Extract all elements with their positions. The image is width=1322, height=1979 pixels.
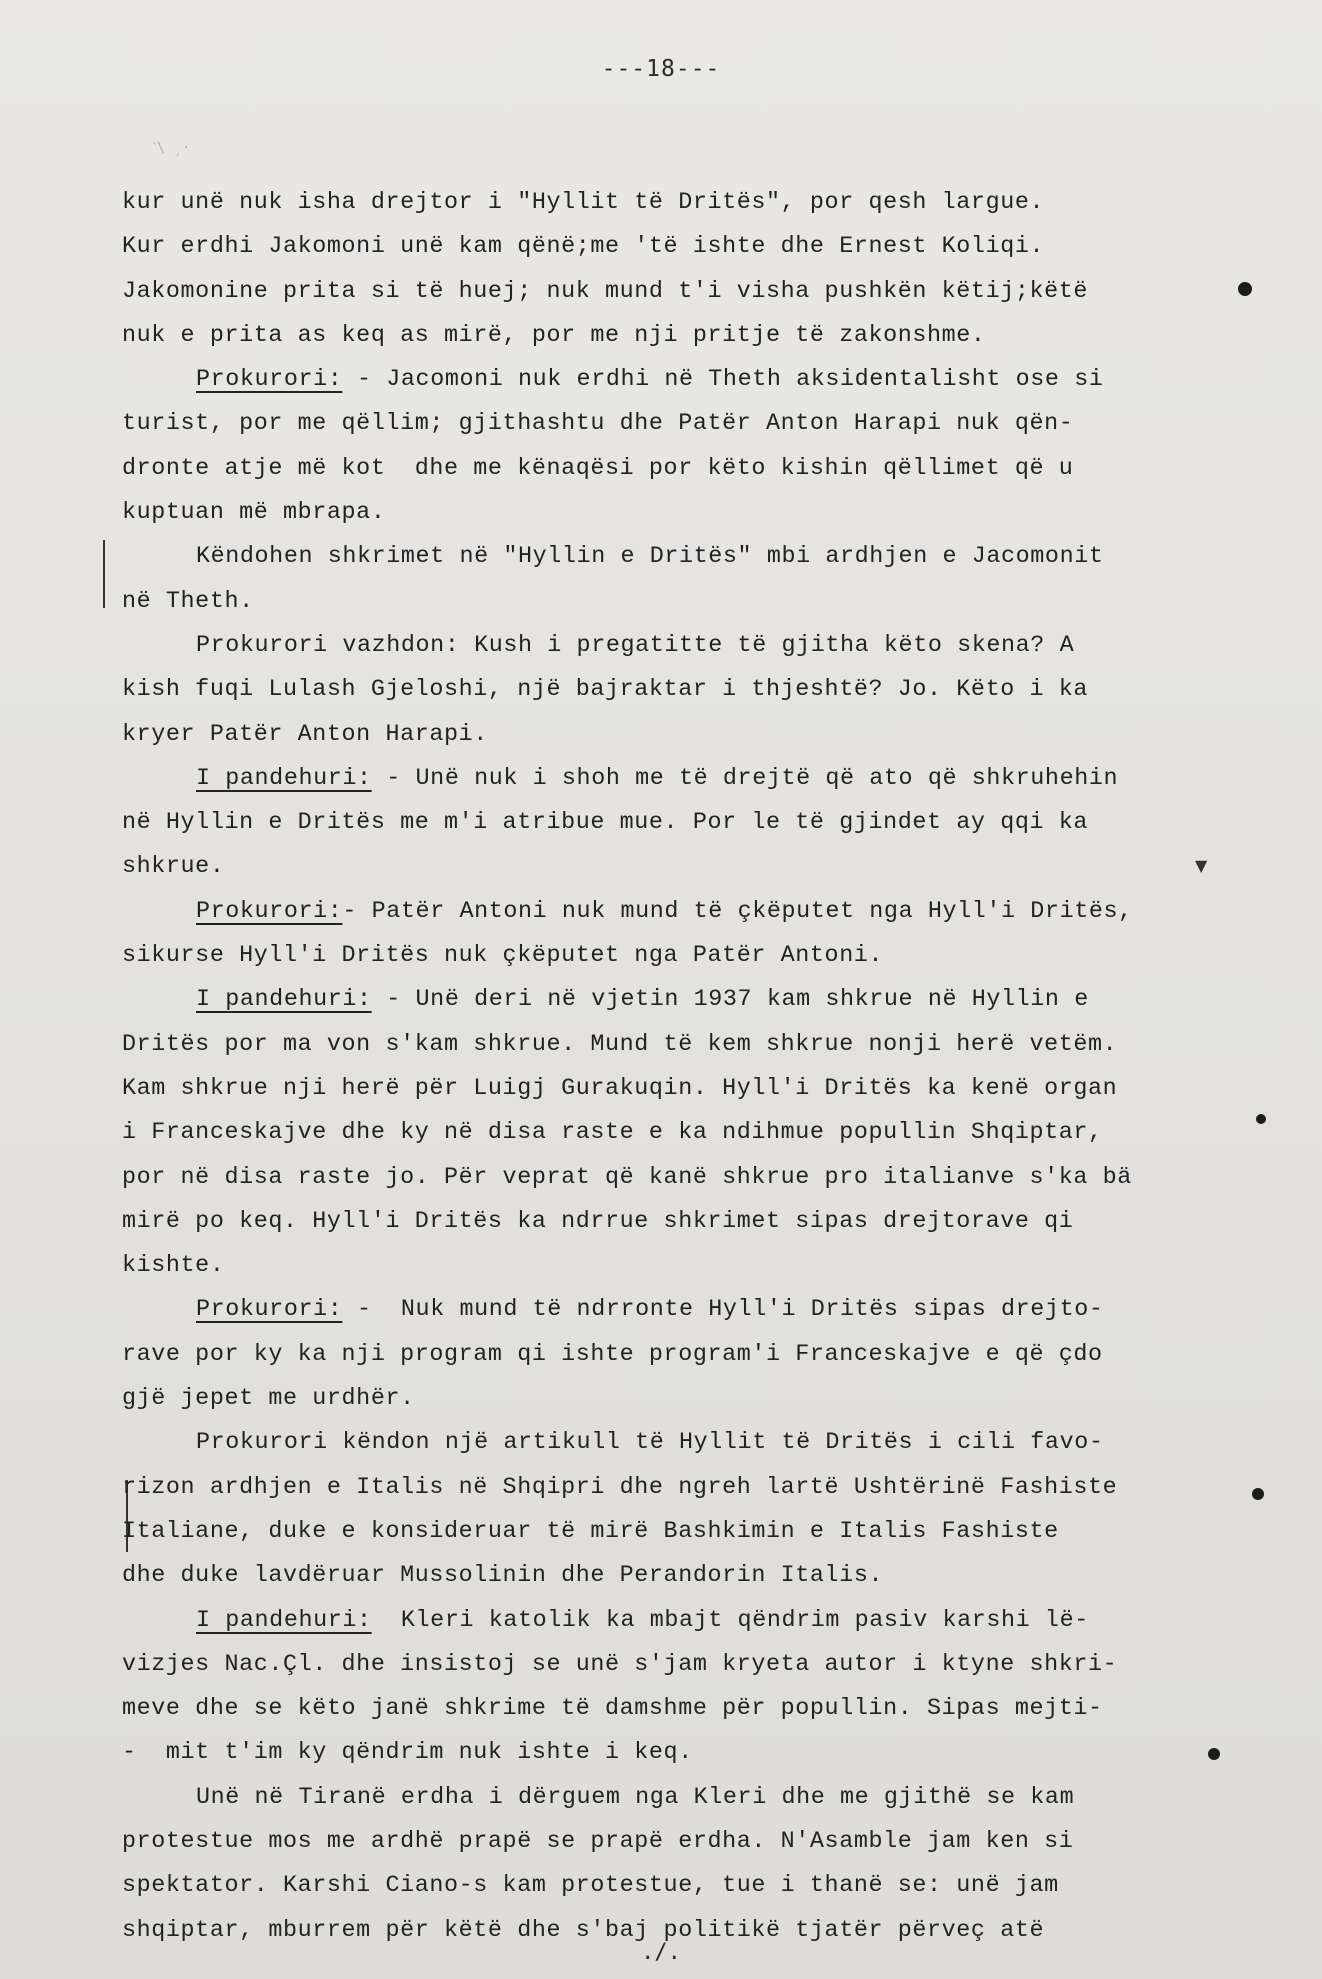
text-line: vizjes Nac.Çl. dhe insistoj se unë s'jam kryeta autor i ktyne shkri- (122, 1651, 1118, 1678)
paragraph (122, 1599, 1282, 1776)
text-line (122, 978, 1282, 1022)
text-line: gjë jepet me urdhër. (122, 1386, 415, 1413)
text-line: por në disa raste jo. Për veprat që kanë shkrue pro italianve s'ka bä (122, 1164, 1132, 1191)
text-line: protestue mos me ardhë prapë se prapë erdha. N'Asamble jam ken si (122, 1828, 1074, 1855)
text-line (122, 890, 1282, 934)
text-fragment: - Jacomoni nuk erdhi në Theth aksidentalisht ose si (342, 367, 1104, 394)
paragraph (122, 890, 1282, 979)
text-line: sikurse Hyll'i Dritës nuk çkëputet nga Patër Antoni. (122, 943, 884, 970)
text-fragment: - Patër Antoni nuk mund të çkëputet nga Hyll'i Dritës, (342, 898, 1133, 925)
text-line: dronte atje më kot dhe me kënaqësi por këto kishin qëllimet që u (122, 455, 1074, 482)
text-line: Kam shkrue nji herë për Luigj Gurakuqin. Hyll'i Dritës ka kenë organ (122, 1075, 1118, 1102)
text-line: rave por ky ka nji program qi ishte program'i Franceskajve e që çdo (122, 1341, 1103, 1368)
paragraph (122, 535, 1282, 624)
text-line: shqiptar, mburrem për këtë dhe s'baj politikë tjatër përveç atë (122, 1917, 1045, 1944)
speaker-label: Prokurori: (196, 898, 343, 925)
text-line: kryer Patër Anton Harapi. (122, 721, 488, 748)
paragraph (122, 1288, 1282, 1421)
margin-mark (103, 540, 105, 608)
text-line: Këndohen shkrimet në "Hyllin e Dritës" mbi ardhjen e Jacomonit (196, 544, 1104, 571)
text-line: kish fuqi Lulash Gjeloshi, një bajraktar i thjeshtë? Jo. Këto i ka (122, 677, 1089, 704)
continuation-mark: ./. (641, 1940, 681, 1965)
text-line: spektator. Karshi Ciano-s kam protestue, tue i thanë se: unë jam (122, 1873, 1059, 1900)
text-fragment: - Nuk mund të ndrronte Hyll'i Dritës sipas drejto- (342, 1297, 1104, 1324)
text-line: dhe duke lavdëruar Mussolinin dhe Perandorin Italis. (122, 1563, 884, 1590)
speaker-label: I pandehuri: (196, 987, 372, 1014)
text-line: Prokurori këndon një artikull të Hyllit të Dritës i cili favo- (196, 1430, 1104, 1457)
paragraph (122, 757, 1282, 890)
text-line (122, 757, 1282, 801)
text-line: turist, por me qëllim; gjithashtu dhe Patër Anton Harapi nuk qën- (122, 411, 1074, 438)
text-line: Prokurori vazhdon: Kush i pregatitte të gjitha këto skena? A (196, 632, 1075, 659)
speaker-label: I pandehuri: (196, 1607, 372, 1634)
paragraph (122, 181, 1282, 358)
text-line: meve dhe se këto janë shkrime të damshme për popullin. Sipas mejti- (122, 1696, 1103, 1723)
text-line: Unë në Tiranë erdha i dërguem nga Kleri dhe me gjithë se kam (196, 1784, 1075, 1811)
text-line (122, 358, 1282, 402)
text-line: Kur erdhi Jakomoni unë kam qënë;me 'të ishte dhe Ernest Koliqi. (122, 234, 1045, 261)
text-line: në Theth. (122, 588, 254, 615)
text-line: shkrue. (122, 854, 225, 881)
text-line (122, 1599, 1282, 1643)
speaker-label: Prokurori: (196, 367, 343, 394)
text-line: mirë po keq. Hyll'i Dritës ka ndrrue shkrimet sipas drejtorave qi (122, 1208, 1074, 1235)
paragraph (122, 1776, 1282, 1953)
text-line (122, 1288, 1282, 1332)
text-line: kuptuan më mbrapa. (122, 500, 386, 527)
text-line: Italiane, duke e konsideruar të mirë Bashkimin e Italis Fashiste (122, 1518, 1059, 1545)
page-number: ---18--- (601, 56, 721, 82)
paragraph (122, 624, 1282, 757)
margin-arrow-mark: ▼ (1195, 856, 1208, 875)
text-line: rizon ardhjen e Italis në Shqipri dhe ngreh lartë Ushtërinë Fashiste (122, 1474, 1118, 1501)
text-line: - mit t'im ky qëndrim nuk ishte i keq. (122, 1740, 693, 1767)
document-body (122, 181, 1282, 1953)
text-line: kishte. (122, 1253, 225, 1280)
ink-smudge: ˋ\ ̗ · (152, 140, 191, 156)
text-fragment: - Unë nuk i shoh me të drejtë që ato që shkruhehin (371, 765, 1119, 792)
speaker-label: Prokurori: (196, 1297, 343, 1324)
text-line: Jakomonine prita si të huej; nuk mund t'i visha pushkën këtij;këtë (122, 278, 1089, 305)
text-line: në Hyllin e Dritës me m'i atribue mue. Por le të gjindet ay qqi ka (122, 810, 1089, 837)
paragraph (122, 358, 1282, 535)
text-fragment: - Unë deri në vjetin 1937 kam shkrue në Hyllin e (371, 987, 1089, 1014)
speaker-label: I pandehuri: (196, 765, 372, 792)
paragraph (122, 1421, 1282, 1598)
text-line: Dritës por ma von s'kam shkrue. Mund të kem shkrue nonji herë vetëm. (122, 1031, 1118, 1058)
text-line: nuk e prita as keq as mirë, por me nji pritje të zakonshme. (122, 322, 986, 349)
text-fragment: Kleri katolik ka mbajt qëndrim pasiv karshi lë- (371, 1607, 1089, 1634)
paragraph (122, 978, 1282, 1288)
text-line: i Franceskajve dhe ky në disa raste e ka ndihmue popullin Shqiptar, (122, 1120, 1103, 1147)
text-line: kur unë nuk isha drejtor i "Hyllit të Dritës", por qesh largue. (122, 190, 1045, 216)
